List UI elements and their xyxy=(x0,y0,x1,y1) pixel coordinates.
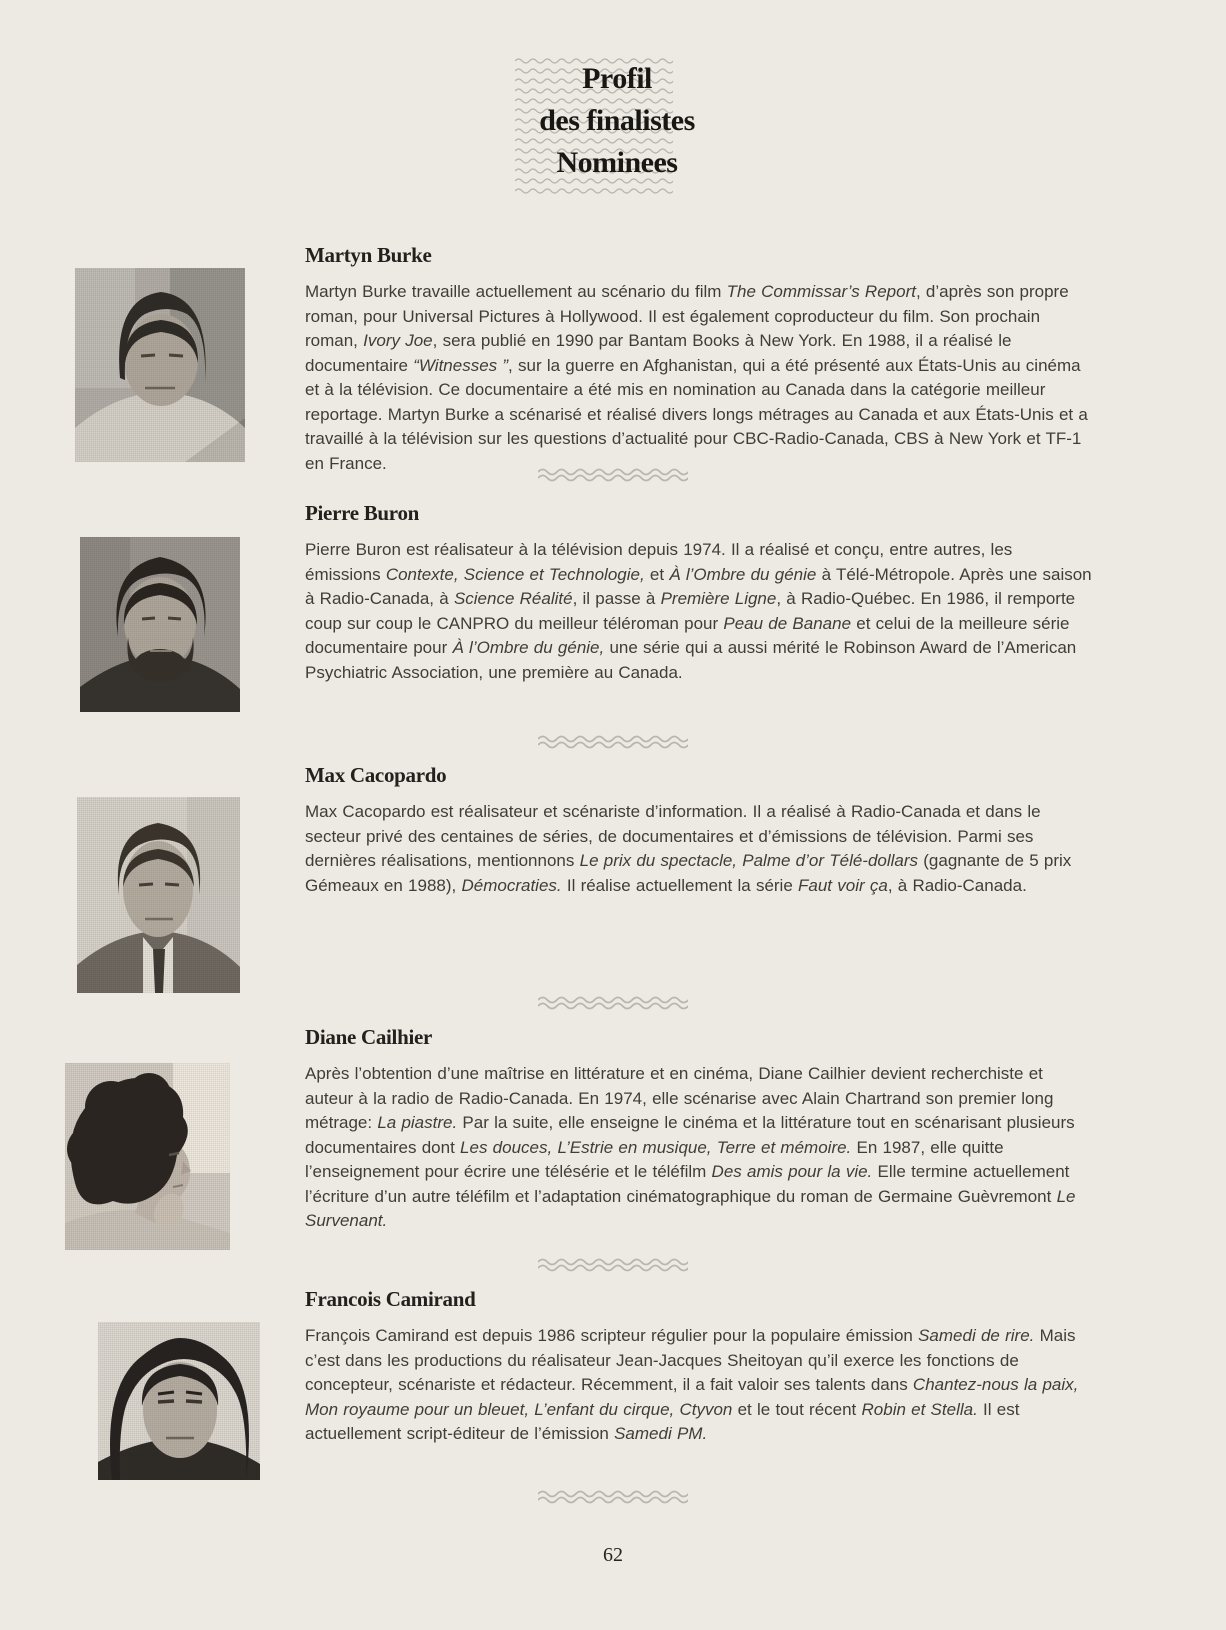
portrait-max-cacopardo-image xyxy=(77,797,240,993)
profile-name: Martyn Burke xyxy=(305,243,432,267)
page-footer xyxy=(0,1544,1226,1567)
profile-max-cacopardo xyxy=(305,762,1093,898)
page-title xyxy=(492,58,742,184)
profile-martyn-burke xyxy=(305,242,1093,476)
profile-name: Francois Camirand xyxy=(305,1287,476,1311)
wavy-divider-icon xyxy=(538,735,688,753)
page-number: 62 xyxy=(603,1544,623,1566)
profile-bio: Martyn Burke travaille actuellement au scénario du film The Commissar’s Report, d’après son propre roman, pour Universal Pictures à Hollywood. Il est également coproducteur du film. Son prochain roman, Ivory Joe, sera publié en 1990 par Bantam Books à New York. En 1988, il a réalisé le documentaire “Witnesses ”, sur la guerre en Afghanistan, qui a été présenté aux États-Unis au cinéma et à la télévision. Ce documentaire a été mis en nomination au Canada dans la catégorie meilleur reportage. Martyn Burke a scénarisé et réalisé divers longs métrages au Canada et aux États-Unis et a travaillé à la télévision sur les questions d’actualité pour CBC-Radio-Canada, CBS à New York et TF-1 en France. xyxy=(305,282,1088,473)
wavy-divider-icon xyxy=(538,996,688,1014)
profile-bio: Max Cacopardo est réalisateur et scénariste d’information. Il a réalisé à Radio-Canada et dans le secteur privé des centaines de séries, de documentaires et d’émissions de télévision. Parmi ses dernières réalisations, mentionnons Le prix du spectacle, Palme d’or Télé-dollars (gagnante de 5 prix Gémeaux en 1988), Démocraties. Il réalise actuellement la série Faut voir ça, à Radio-Canada. xyxy=(305,802,1072,895)
portrait-max-cacopardo xyxy=(77,797,240,993)
profile-bio: Pierre Buron est réalisateur à la télévision depuis 1974. Il a réalisé et conçu, entre autres, les émissions Contexte, Science et Technologie, et À l’Ombre du génie à Télé-Métropole. Après une saison à Radio-Canada, à Science Réalité, il passe à Première Ligne, à Radio-Québec. En 1986, il remporte coup sur coup le CANPRO du meilleur téléroman pour Peau de Banane et celui de la meilleure série documentaire pour À l’Ombre du génie, une série qui a aussi mérité le Robinson Award de l’American Psychiatric Association, une première au Canada. xyxy=(305,540,1092,682)
wavy-divider-icon xyxy=(538,468,688,486)
page-title-line-3: Nominees xyxy=(556,146,678,179)
profile-francois-camirand xyxy=(305,1286,1093,1447)
portrait-pierre-buron-image xyxy=(80,537,240,712)
profile-bio: Après l’obtention d’une maîtrise en littérature et en cinéma, Diane Cailhier devient recherchiste et auteur à la radio de Radio-Canada. En 1974, elle scénarise avec Alain Chartrand son premier long métrage: La piastre. Par la suite, elle enseigne le cinéma et la littérature tout en scénarisant plusieurs documentaires dont Les douces, L’Estrie en musique, Terre et mémoire. En 1987, elle quitte l’enseignement pour écrire une télésérie et le téléfilm Des amis pour la vie. Elle termine actuellement l’écriture d’un autre téléfilm et l’adaptation cinématographique du roman de Germaine Guèvremont Le Survenant. xyxy=(305,1064,1076,1230)
masthead xyxy=(492,52,742,202)
profile-name: Max Cacopardo xyxy=(305,763,447,787)
profile-name: Diane Cailhier xyxy=(305,1025,433,1049)
profile-name: Pierre Buron xyxy=(305,501,420,525)
portrait-francois-camirand xyxy=(98,1322,260,1480)
portrait-martyn-burke-image xyxy=(75,268,245,462)
wavy-divider-icon xyxy=(538,1258,688,1276)
portrait-diane-cailhier xyxy=(65,1063,230,1250)
wavy-divider-icon xyxy=(538,1490,688,1508)
profile-diane-cailhier xyxy=(305,1024,1093,1234)
portrait-francois-camirand-image xyxy=(98,1322,260,1480)
page-title-line-2: des finalistes xyxy=(539,104,695,137)
portrait-pierre-buron xyxy=(80,537,240,712)
portrait-martyn-burke xyxy=(75,268,245,462)
page-title-line-1: Profil xyxy=(582,62,652,95)
portrait-diane-cailhier-image xyxy=(65,1063,230,1250)
profile-pierre-buron xyxy=(305,500,1093,685)
profile-bio: François Camirand est depuis 1986 scripteur régulier pour la populaire émission Samedi de rire. Mais c’est dans les productions du réalisateur Jean-Jacques Sheitoyan qu’il exerce les fonctions de concepteur, scénariste et rédacteur. Récemment, il a fait valoir ses talents dans Chantez-nous la paix, Mon royaume pour un bleuet, L’enfant du cirque, Ctyvon et le tout récent Robin et Stella. Il est actuellement script-éditeur de l’émission Samedi PM. xyxy=(305,1326,1079,1443)
